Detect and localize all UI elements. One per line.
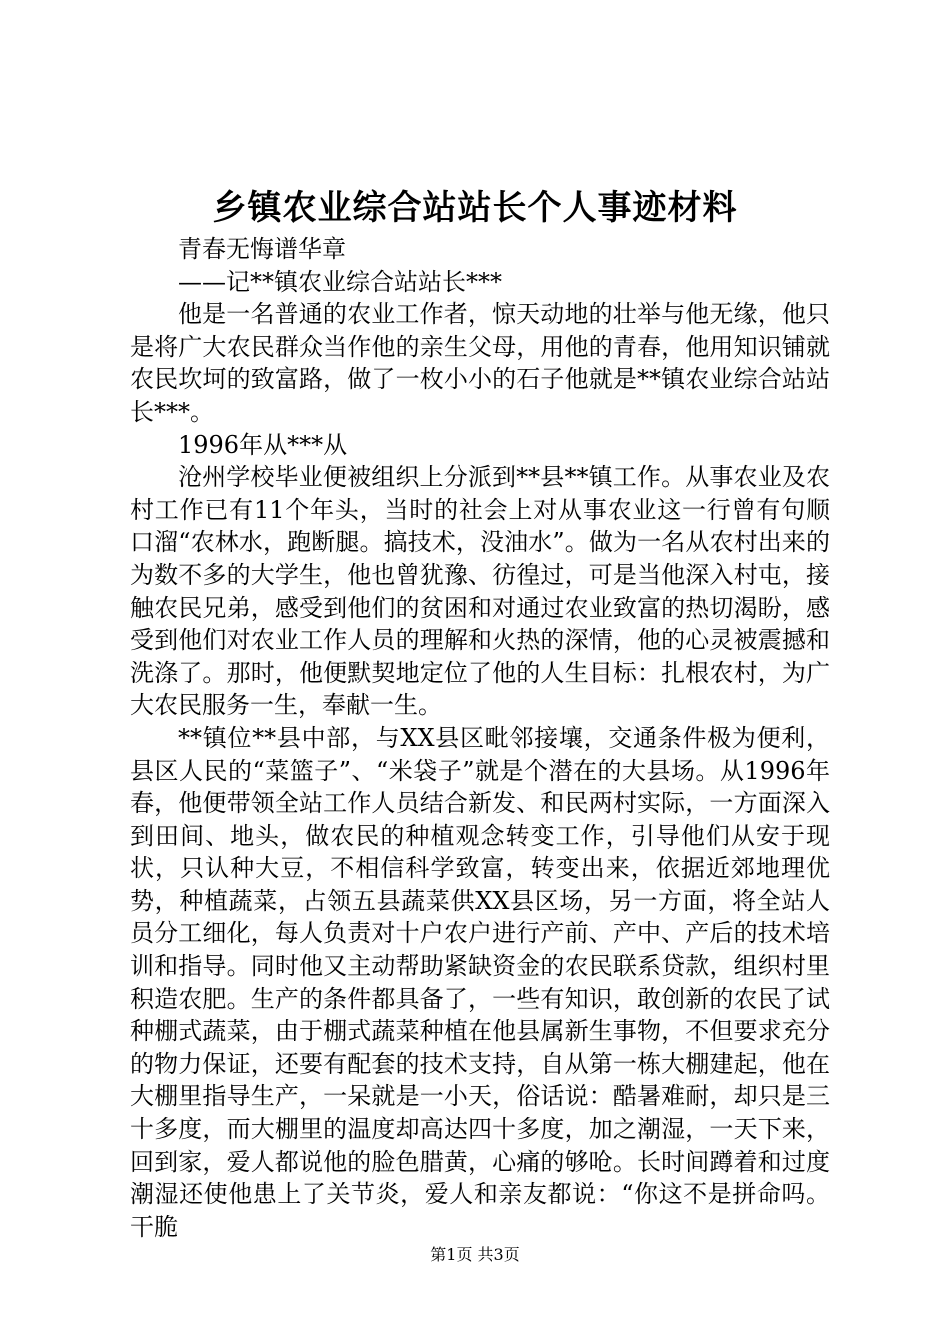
page-number-footer: 第1页 共3页 — [430, 1245, 520, 1264]
body-paragraph: 1996年从***从 — [178, 430, 348, 459]
byline: ——记**镇农业综合站站长*** — [178, 267, 502, 296]
body-paragraph: 他是一名普通的农业工作者，惊天动地的壮举与他无缘，他只是将广大农民群众当作他的亲生父母，用他的青春，他用知识铺就农民坎坷的致富路，做了一枚小小的石子他就是**镇农业综合站站长***。 — [130, 300, 830, 426]
document-title: 乡镇农业综合站站长个人事迹材料 — [212, 188, 738, 228]
document-body — [130, 233, 830, 1243]
body-paragraph: **镇位**县中部，与XX县区毗邻接壤，交通条件极为便利，县区人民的“菜篮子”、“米袋子”就是个潜在的大县场。从1996年春，他便带领全站工作人员结合新发、和民两村实际，一方面深入到田间、地头，做农民的种植观念转变工作，引导他们从安于现状，只认种大豆，不相信科学致富，转变出来，依据近郊地理优势，种植蔬菜，占领五县蔬菜供XX县区场，另一方面，将全站人员分工细化，每人负责对十户农户进行产前、产中、产后的技术培训和指导。同时他又主动帮助紧缺资金的农民联系贷款，组织村里积造农肥。生产的条件都具备了，一些有知识，敢创新的农民了试种棚式蔬菜，由于棚式蔬菜种植在他县属新生事物，不但要求充分的物力保证，还要有配套的技术支持，自从第一栋大棚建起，他在大棚里指导生产，一呆就是一小天，俗话说：酷暑难耐，却只是三十多度，而大棚里的温度却高达四十多度，加之潮湿，一天下来，回到家，爱人都说他的脸色腊黄，心痛的够呛。长时间蹲着和过度潮湿还使他患上了关节炎，爱人和亲友都说：“你这不是拼命吗。干脆 — [130, 723, 830, 1241]
subtitle-line: 青春无悔谱华章 — [178, 235, 346, 263]
body-paragraph: 沧州学校毕业便被组织上分派到**县**镇工作。从事农业及农村工作已有11个年头，当时的社会上对从事农业这一行曾有句顺口溜“农林水，跑断腿。搞技术，没油水”。做为一名从农村出来的为数不多的大学生，他也曾犹豫、彷徨过，可是当他深入村屯，接触农民兄弟，感受到他们的贫困和对通过农业致富的热切渴盼，感受到他们对农业工作人员的理解和火热的深情，他的心灵被震撼和洗涤了。那时，他便默契地定位了他的人生目标：扎根农村，为广大农民服务一生，奉献一生。 — [130, 463, 830, 720]
